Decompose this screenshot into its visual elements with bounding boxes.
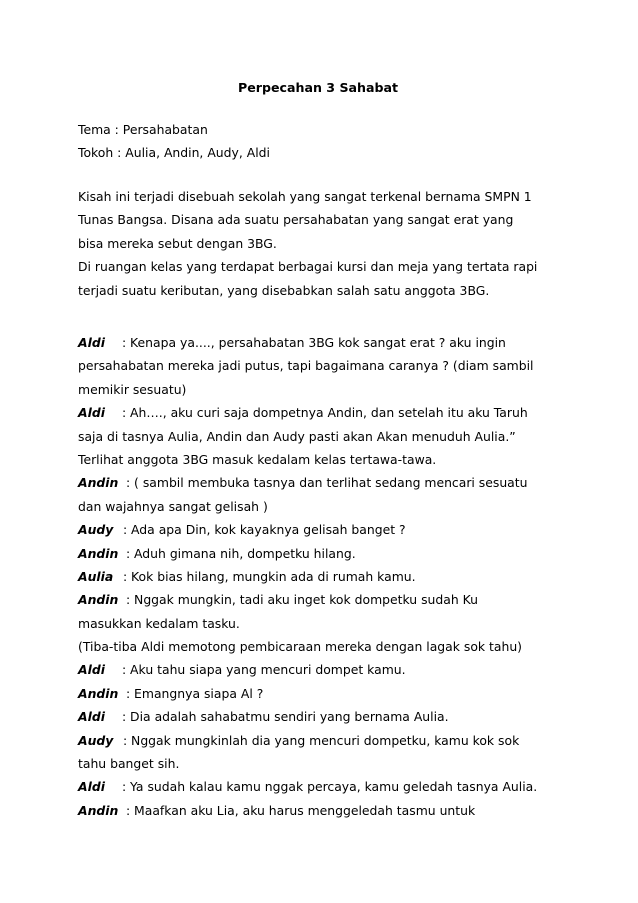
dialogue-text: tahu banget sih. — [78, 756, 180, 772]
intro-paragraph — [78, 185, 578, 302]
dialogue-continuation — [78, 448, 578, 471]
intro-line: Tunas Bangsa. Disana ada suatu persahabatan yang sangat erat yang — [78, 212, 514, 228]
intro-line: bisa mereka sebut dengan 3BG. — [78, 235, 277, 251]
dialogue-continuation — [78, 378, 578, 401]
dialogue-continuation — [78, 425, 578, 448]
dialogue-text: masukkan kedalam tasku. — [78, 615, 240, 631]
speaker-name: Andin — [78, 685, 119, 701]
dialogue-block — [78, 331, 578, 822]
speaker-name: Andin — [78, 475, 119, 491]
dialogue-text: : Nggak mungkinlah dia yang mencuri dompetku, kamu kok sok — [119, 732, 520, 748]
dialogue-line — [78, 401, 578, 424]
speaker-name: Audy — [78, 732, 114, 748]
dialogue-text: : Maafkan aku Lia, aku harus menggeledah tasmu untuk — [122, 802, 476, 818]
meta-tokoh: Tokoh : Aulia, Andin, Audy, Aldi — [78, 145, 270, 161]
dialogue-text: memikir sesuatu) — [78, 381, 187, 397]
dialogue-text: : Kok bias hilang, mungkin ada di rumah kamu. — [119, 568, 416, 584]
intro-line: terjadi suatu keributan, yang disebabkan salah satu anggota 3BG. — [78, 282, 490, 298]
dialogue-text: : Ah…., aku curi saja dompetnya Andin, dan setelah itu aku Taruh — [118, 405, 528, 421]
document-title: Perpecahan 3 Sahabat — [237, 80, 399, 95]
speaker-name: Aldi — [78, 405, 105, 421]
speaker-name: Aulia — [78, 568, 114, 584]
dialogue-line — [78, 682, 578, 705]
dialogue-text: : Aku tahu siapa yang mencuri dompet kamu. — [118, 662, 406, 678]
dialogue-text: : Aduh gimana nih, dompetku hilang. — [122, 545, 356, 561]
dialogue-line — [78, 542, 578, 565]
speaker-name: Andin — [78, 545, 119, 561]
dialogue-line — [78, 588, 578, 611]
dialogue-line — [78, 729, 578, 752]
speaker-name: Andin — [78, 802, 119, 818]
dialogue-continuation — [78, 635, 578, 658]
dialogue-text: dan wajahnya sangat gelisah ) — [78, 498, 268, 514]
dialogue-text: saja di tasnya Aulia, Andin dan Audy pasti akan Akan menuduh Aulia.” — [78, 428, 516, 444]
speaker-name: Andin — [78, 592, 119, 608]
dialogue-text: : Nggak mungkin, tadi aku inget kok dompetku sudah Ku — [122, 592, 478, 608]
dialogue-continuation — [78, 495, 578, 518]
dialogue-line — [78, 471, 578, 494]
dialogue-text: : Ada apa Din, kok kayaknya gelisah banget ? — [119, 522, 406, 538]
meta-block — [78, 118, 578, 165]
meta-tema: Tema : Persahabatan — [78, 122, 208, 137]
dialogue-line — [78, 565, 578, 588]
speaker-name: Aldi — [78, 662, 105, 678]
dialogue-text: : ( sambil membuka tasnya dan terlihat sedang mencari sesuatu — [122, 475, 528, 491]
dialogue-continuation — [78, 752, 578, 775]
dialogue-text: : Dia adalah sahabatmu sendiri yang bernama Aulia. — [118, 709, 449, 725]
dialogue-continuation — [78, 354, 578, 377]
dialogue-line — [78, 775, 578, 798]
speaker-name: Aldi — [78, 335, 105, 350]
speaker-name: Audy — [78, 522, 114, 538]
dialogue-text: : Emangnya siapa Al ? — [122, 685, 264, 701]
intro-line: Kisah ini terjadi disebuah sekolah yang sangat terkenal bernama SMPN 1 — [78, 189, 532, 204]
dialogue-text: persahabatan mereka jadi putus, tapi bagaimana caranya ? (diam sambil — [78, 358, 534, 374]
dialogue-continuation — [78, 612, 578, 635]
speaker-name: Aldi — [78, 709, 105, 725]
dialogue-text: : Ya sudah kalau kamu nggak percaya, kamu geledah tasnya Aulia. — [118, 779, 538, 795]
dialogue-text: (Tiba-tiba Aldi memotong pembicaraan mereka dengan lagak sok tahu) — [78, 639, 523, 655]
dialogue-line — [78, 658, 578, 681]
dialogue-line — [78, 705, 578, 728]
dialogue-line — [78, 331, 578, 354]
intro-line: Di ruangan kelas yang terdapat berbagai kursi dan meja yang tertata rapi — [78, 259, 538, 275]
dialogue-line — [78, 518, 578, 541]
dialogue-text: Terlihat anggota 3BG masuk kedalam kelas tertawa-tawa. — [78, 451, 437, 467]
dialogue-line — [78, 799, 578, 822]
speaker-name: Aldi — [78, 779, 105, 795]
dialogue-text: : Kenapa ya...., persahabatan 3BG kok sangat erat ? aku ingin — [118, 335, 506, 350]
